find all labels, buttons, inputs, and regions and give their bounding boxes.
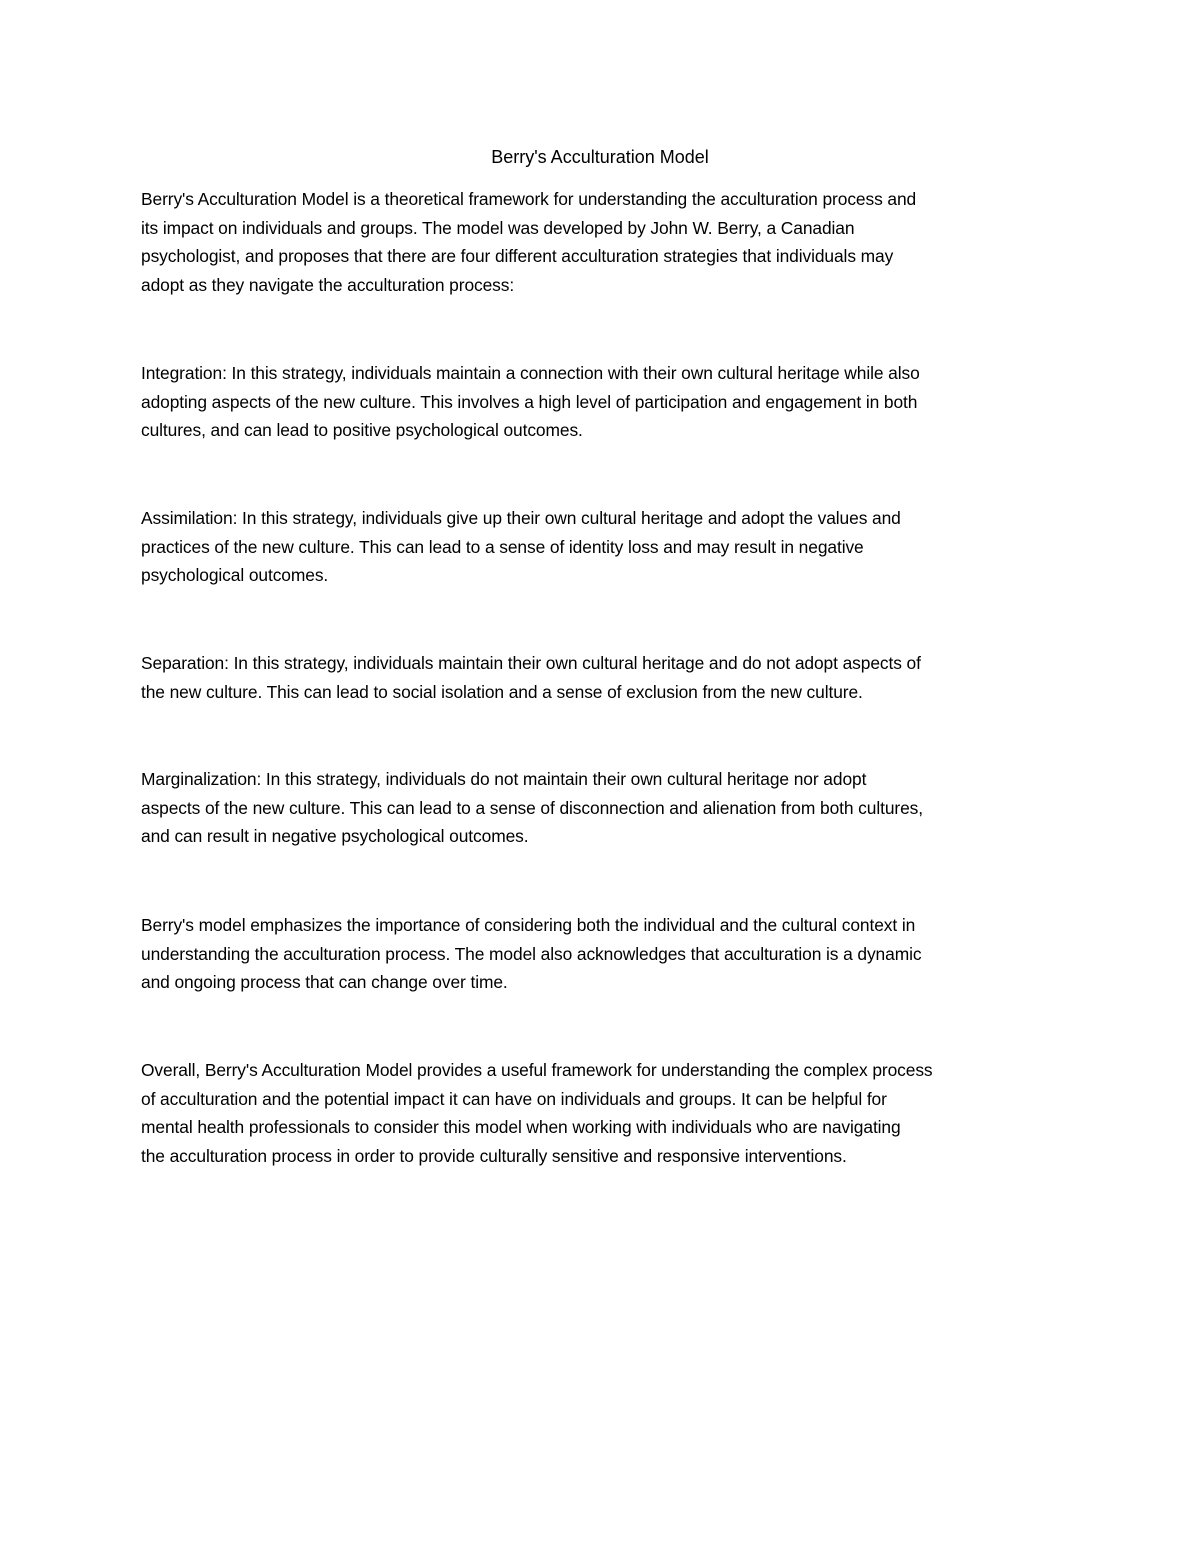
- paragraph-separation: Separation: In this strategy, individuals maintain their own cultural heritage and do not adopt aspects of the new culture. This can lead to social isolation and a sense of exclusion from the new culture.: [141, 653, 921, 702]
- paragraph-berrys-model: Berry's model emphasizes the importance of considering both the individual and the cultural context in understanding the acculturation process. The model also acknowledges that acculturation is a dynamic and ongoing process that can change over time.: [141, 915, 922, 992]
- document-title: Berry's Acculturation Model: [491, 147, 709, 167]
- paragraph-marginalization: Marginalization: In this strategy, individuals do not maintain their own cultural heritage nor adopt aspects of the new culture. This can lead to a sense of disconnection and alienation from both cultures, and can result in negative psychological outcomes.: [141, 769, 923, 846]
- paragraph-intro: Berry's Acculturation Model is a theoretical framework for understanding the acculturation process and its impact on individuals and groups. The model was developed by John W. Berry, a Canadian psychologist, and proposes that there are four different acculturation strategies that individuals may adopt as they navigate the acculturation process:: [141, 189, 917, 295]
- paragraph-overall: Overall, Berry's Acculturation Model provides a useful framework for understanding the complex process of acculturation and the potential impact it can have on individuals and groups. It can be helpful for mental health professionals to consider this model when working with individuals who are navigating the acculturation process in order to provide culturally sensitive and responsive interventions.: [141, 1060, 933, 1166]
- paragraph-assimilation: Assimilation: In this strategy, individuals give up their own cultural heritage and adopt the values and practices of the new culture. This can lead to a sense of identity loss and may result in negative psychological outcomes.: [141, 508, 901, 585]
- paragraph-integration: Integration: In this strategy, individuals maintain a connection with their own cultural heritage while also adopting aspects of the new culture. This involves a high level of participation and engagement in both cultures, and can lead to positive psychological outcomes.: [141, 363, 920, 440]
